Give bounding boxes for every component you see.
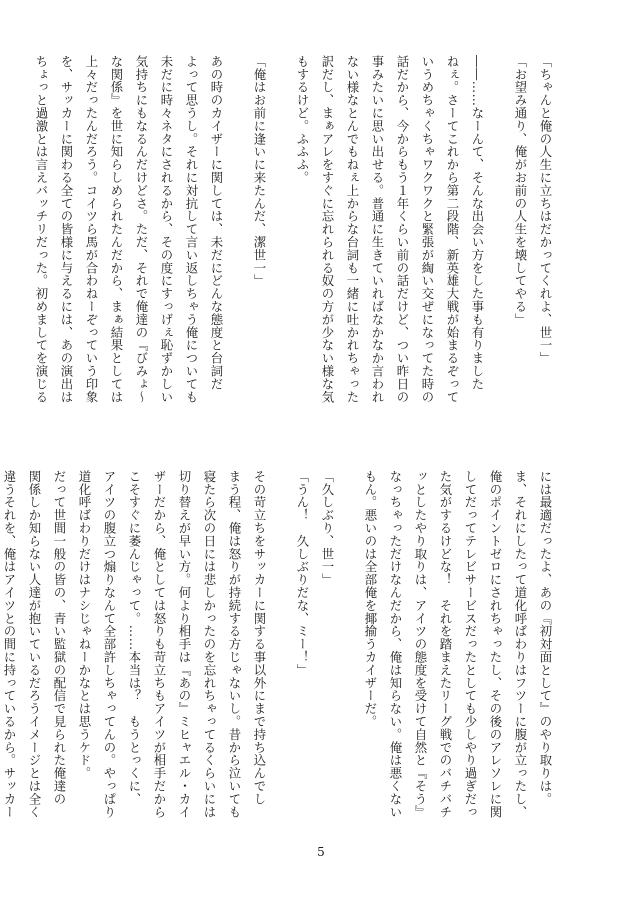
text-line: もん。悪いのは全部俺を揶揄うカイザーだ。 xyxy=(363,470,378,728)
text-line: には最適だったよ、あの『初対面として』のやり取りは。 xyxy=(538,470,553,806)
text-line: 「ちゃんと俺の人生に立ちはだかってくれよ、世一」 xyxy=(538,55,553,365)
text-line: まう程、俺は怒りが持続する方じゃないし。昔から泣いても xyxy=(227,470,242,819)
text-line: ッとしたやり取りは、アイツの態度を受けて自然と『そう』 xyxy=(413,470,428,819)
text-line: もするけど。ふふふ。 xyxy=(295,55,310,184)
text-line: 違うそれを、俺はアイツとの間に持っているから。サッカー xyxy=(2,470,17,819)
text-line: 上々だったんだろう。コイツら馬が合わねーぞっていう印象 xyxy=(84,55,99,404)
text-line: 「久しぶり、世一」 xyxy=(320,470,335,587)
text-line: 「うん！ 久しぶりだな、ミー！」 xyxy=(295,470,310,677)
text-line: してだってテレビサービスだったとしても少しやり過ぎだっ xyxy=(463,470,478,819)
text-line: だって世間一般の皆の、青い監獄の配信で見られた俺達の xyxy=(52,470,67,806)
text-line: アイツの腹立つ煽りなんて全部許しちゃってんの。やっぱり xyxy=(102,470,117,819)
text-line: を、サッカーに関わる全ての皆様に与えるには、あの演出は xyxy=(59,55,74,404)
text-line: ちょっと過激とは言えバッチリだった。初めましてを演じる xyxy=(34,55,49,404)
text-line: ――……なーんて、そんな出会い方をした事も有りました xyxy=(470,55,485,391)
text-line: こそすぐに萎んじゃって。……本当は？ もうとっくに、 xyxy=(127,470,142,806)
text-line: ま、それにしたって道化呼ばわりはフツーに腹が立ったし、 xyxy=(513,470,528,819)
text-line: 気持ちにもなるんだけどさ。ただ、それで俺達の『びみょ〜 xyxy=(134,55,149,404)
text-line: た気がするけどな！ それを踏まえたリーグ戦でのバチバチ xyxy=(438,470,453,819)
text-line: よって思うし。それに対抗して言い返しちゃう俺についても xyxy=(184,55,199,404)
text-block-bottom xyxy=(2,470,558,819)
paragraph-gap xyxy=(490,55,508,385)
text-line: 未だに時々ネタにされるから、その度にすっげぇ恥ずかしい xyxy=(159,55,174,404)
text-line: いうめちゃくちゃワクワクと緊張が綯い交ぜになってた時の xyxy=(420,55,435,404)
text-line: 事みたいに思い出せる。普通に生きていればなかなか言われ xyxy=(370,55,385,404)
text-line: なっちゃっただけなんだから、俺は知らない。俺は悪くない xyxy=(388,470,403,819)
text-line: 寝たら次の日には悲しかったのを忘れちゃってるくらいには xyxy=(202,470,217,819)
paragraph-gap xyxy=(272,470,290,810)
paragraph-gap xyxy=(340,470,358,810)
text-line: ない様なとんでもねぇ上からな台詞も一緒に吐かれちゃった xyxy=(345,55,360,404)
paragraph-gap xyxy=(229,55,247,385)
text-line: その苛立ちをサッカーに関する事以外にまで持ち込んでし xyxy=(252,470,267,806)
text-line: 訳だし、まぁアレをすぐに忘れられる奴の方が少ない様な気 xyxy=(320,55,335,404)
text-line: 話だから、今からもう１年くらい前の話だけど、つい昨日の xyxy=(395,55,410,404)
text-line: 関係しか知らない人達が抱いているだろうイメージとは全く xyxy=(27,470,42,819)
text-line: 俺のポイントゼロにされちゃったし、その後のアレソレに関 xyxy=(488,470,503,819)
text-line: あの時のカイザーに関しては、未だにどんな態度と台詞だ xyxy=(209,55,224,391)
text-line: 道化呼ばわりだけはナシじゃねーかなとは思うケド。 xyxy=(77,470,92,780)
text-line: 「俺はお前に逢いに来たんだ、潔世一」 xyxy=(252,55,267,288)
text-line: ねぇ。さーてこれから第二段階、新英雄大戦が始まるぞって xyxy=(445,55,460,404)
text-line: 「お望み通り、俺がお前の人生を壊してやる」 xyxy=(513,55,528,326)
text-block-top xyxy=(34,55,558,404)
page-number: 5 xyxy=(317,845,325,859)
text-line: 切り替えが早い方。何より相手は『あの』ミヒャエル・カイ xyxy=(177,470,192,819)
paragraph-gap xyxy=(272,55,290,385)
text-line: な関係』を世に知らしめられたんだから、まぁ結果としては xyxy=(109,55,124,404)
text-line: ザーだから、俺としては怒りも苛立ちもアイツが相手だから xyxy=(152,470,167,819)
